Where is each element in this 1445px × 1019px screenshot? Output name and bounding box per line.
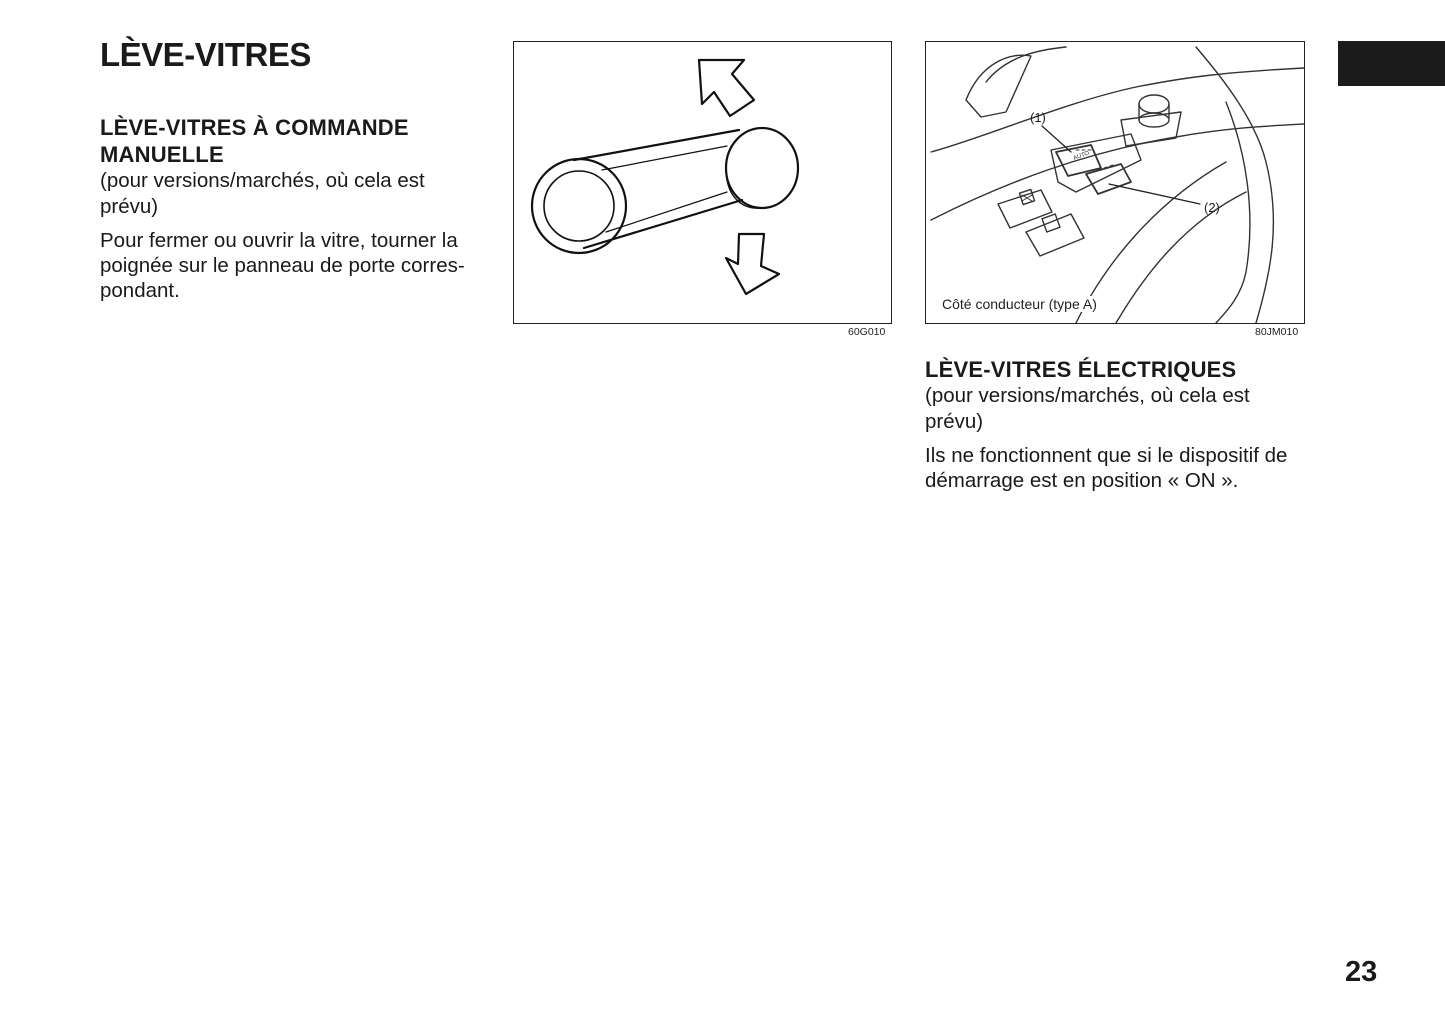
electric-sub-line-2: prévu) bbox=[925, 410, 984, 433]
figure-code-right: 80JM010 bbox=[1255, 326, 1299, 338]
arrow-up-icon bbox=[699, 60, 754, 116]
crank-knob bbox=[726, 128, 798, 208]
power-window-switch-illustration bbox=[925, 41, 1305, 324]
electric-section-body bbox=[925, 443, 1310, 493]
manual-body-line-2: poignée sur le panneau de porte corres- bbox=[100, 254, 465, 277]
manual-heading-line-1: LÈVE-VITRES À COMMANDE bbox=[100, 115, 409, 140]
figure-code-left: 60G010 bbox=[848, 326, 886, 338]
electric-section-heading: LÈVE-VITRES ÉLECTRIQUES bbox=[925, 357, 1237, 382]
door-panel-drawing bbox=[926, 42, 1304, 323]
window-crank-illustration bbox=[513, 41, 892, 324]
manual-heading-line-2: MANUELLE bbox=[100, 142, 224, 167]
arrow-down-icon bbox=[726, 234, 779, 294]
manual-window-section bbox=[100, 114, 485, 303]
manual-body-line-3: pondant. bbox=[100, 279, 180, 302]
electric-sub-line-1: (pour versions/marchés, où cela est bbox=[925, 384, 1250, 407]
crank-base-inner bbox=[544, 171, 614, 241]
electric-body-line-2: démarrage est en position « ON ». bbox=[925, 469, 1239, 492]
page-number: 23 bbox=[1345, 956, 1378, 988]
crank-base-outer bbox=[532, 159, 626, 253]
manual-section-body bbox=[100, 228, 485, 303]
electric-body-line-1: Ils ne fonctionnent que si le dispositif de bbox=[925, 444, 1288, 467]
electric-window-section bbox=[925, 356, 1310, 493]
electric-section-availability bbox=[925, 383, 1310, 435]
chapter-tab bbox=[1338, 41, 1445, 86]
mirror-knob bbox=[1139, 95, 1169, 113]
switch-2 bbox=[1086, 164, 1131, 194]
page-title: LÈVE-VITRES bbox=[100, 36, 311, 73]
window-crank-drawing bbox=[514, 42, 891, 323]
callout-1: (1) bbox=[1030, 110, 1046, 125]
callout-2: (2) bbox=[1204, 200, 1220, 215]
manual-sub-line-2: prévu) bbox=[100, 195, 159, 218]
manual-body-line-1: Pour fermer ou ouvrir la vitre, tourner la bbox=[100, 229, 458, 252]
manual-sub-line-1: (pour versions/marchés, où cela est bbox=[100, 169, 425, 192]
figure-caption: Côté conducteur (type A) bbox=[942, 296, 1097, 312]
manual-section-availability bbox=[100, 168, 485, 220]
manual-section-heading bbox=[100, 114, 485, 168]
auto-switch-label: AUTO bbox=[1072, 150, 1091, 162]
